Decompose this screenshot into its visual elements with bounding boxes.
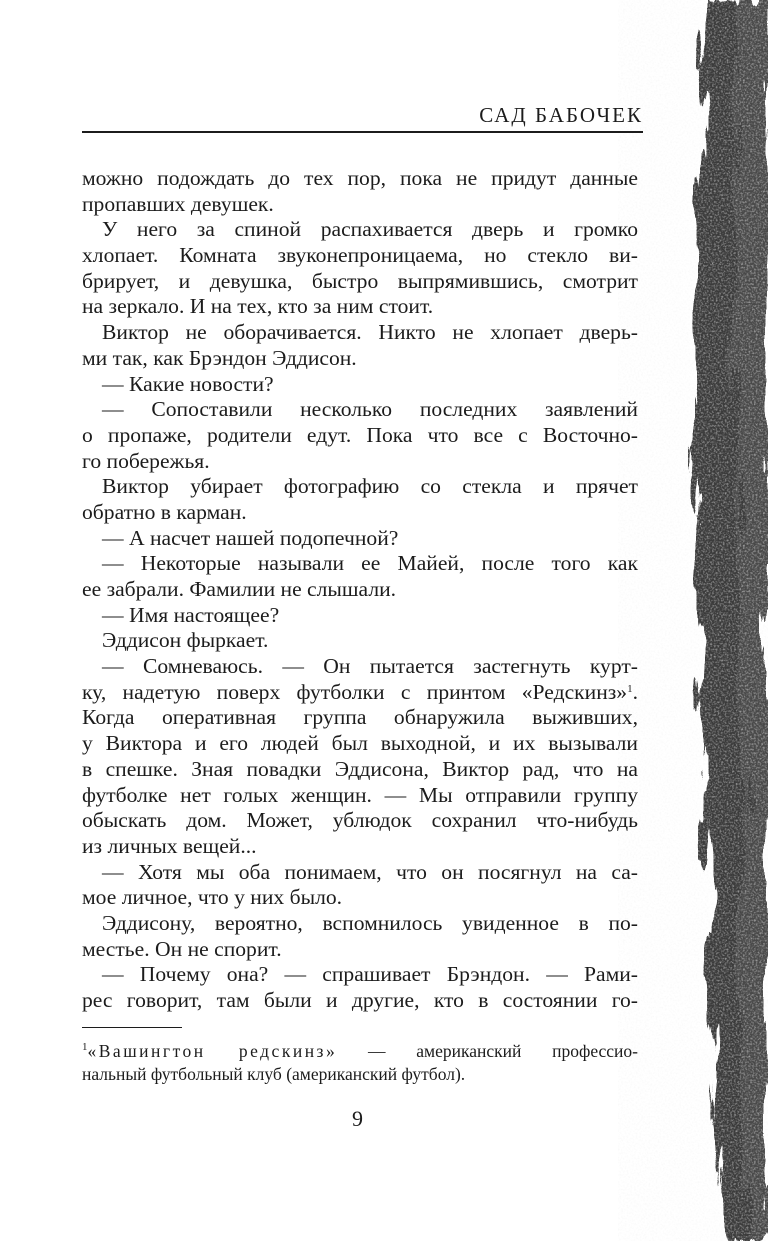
text-line: — А насчет нашей подопечной? — [102, 525, 399, 550]
text-line: обыскать дом. Может, ублюдок сохранил что-нибудь — [82, 808, 638, 833]
text-line: Эддисону, вероятно, вспомнилось увиденное в по- — [102, 910, 638, 935]
text-line-content: ку, надетую поверх футболки с принтом «Редскинз» — [82, 679, 628, 704]
text-line: — Какие новости? — [102, 371, 274, 396]
text-line: ее забрали. Фамилии не слышали. — [82, 577, 397, 601]
text-line: мое личное, что у них было. — [82, 885, 343, 910]
page-number: 9 — [352, 1106, 363, 1131]
text-line: брирует, и девушка, быстро выпрямившись, смотрит — [82, 268, 638, 293]
header-rule — [82, 131, 643, 133]
text-line: — Сопоставили несколько последних заявлений — [102, 397, 638, 422]
text-line: Эддисон фыркает. — [102, 628, 269, 653]
text-line: — Некоторые называли ее Майей, после того как — [102, 551, 638, 576]
footnote-rule — [82, 1027, 182, 1028]
text-line: — Хотя мы оба понимаем, что он посягнул на са- — [102, 859, 638, 884]
text-line: хлопает. Комната звуконепроницаема, но стекло ви- — [82, 243, 638, 268]
text-line: Когда оперативная группа обнаружила выживших, — [82, 705, 638, 730]
text-line: ми так, как Брэндон Эддисон. — [82, 345, 357, 370]
text-line: — Имя настоящее? — [102, 602, 280, 627]
text-line: Виктор убирает фотографию со стекла и прячет — [102, 474, 638, 499]
text-line: У него за спиной распахивается дверь и громко — [102, 217, 638, 242]
body-text — [82, 166, 638, 1014]
grunge-edge-decoration — [618, 0, 768, 1241]
text-line: в спешке. Зная повадки Эддисона, Виктор рад, что на — [82, 756, 638, 781]
footnote-reference: 1 — [627, 682, 633, 695]
text-line: — Почему она? — спрашивает Брэндон. — Рами- — [102, 962, 638, 987]
footnote-term: «Вашингтон редскинз» — [87, 1041, 338, 1061]
text-line: пропавших девушек. — [82, 191, 274, 216]
text-line: местье. Он не спорит. — [82, 936, 282, 961]
text-line: на зеркало. И на тех, кто за ним стоит. — [82, 294, 434, 319]
footnote-line: нальный футбольный клуб (американский футбол). — [82, 1064, 466, 1084]
footnote-text: — американский профессио- — [337, 1041, 638, 1061]
footnote-marker: 1 — [82, 1040, 88, 1053]
text-line: рес говорит, там были и другие, кто в состоянии го- — [82, 988, 638, 1012]
text-line — [82, 680, 638, 706]
footnote-line — [82, 1040, 638, 1063]
text-line: обратно в карман. — [82, 499, 247, 524]
text-line: го побережья. — [82, 448, 210, 473]
text-line: — Сомневаюсь. — Он пытается застегнуть курт- — [102, 654, 638, 679]
text-line: футболке нет голых женщин. — Мы отправили группу — [82, 782, 638, 807]
running-head: САД БАБОЧЕК — [479, 103, 643, 127]
text-line: Виктор не оборачивается. Никто не хлопает дверь- — [102, 320, 638, 345]
text-line: из личных вещей... — [82, 833, 257, 858]
sentence-end: . — [632, 679, 638, 704]
text-line: о пропаже, родители едут. Пока что все с Восточно- — [82, 422, 638, 447]
footnote — [82, 1040, 638, 1086]
text-line: у Виктора и его людей был выходной, и их вызывали — [82, 731, 638, 756]
text-line: можно подождать до тех пор, пока не придут данные — [82, 166, 638, 190]
